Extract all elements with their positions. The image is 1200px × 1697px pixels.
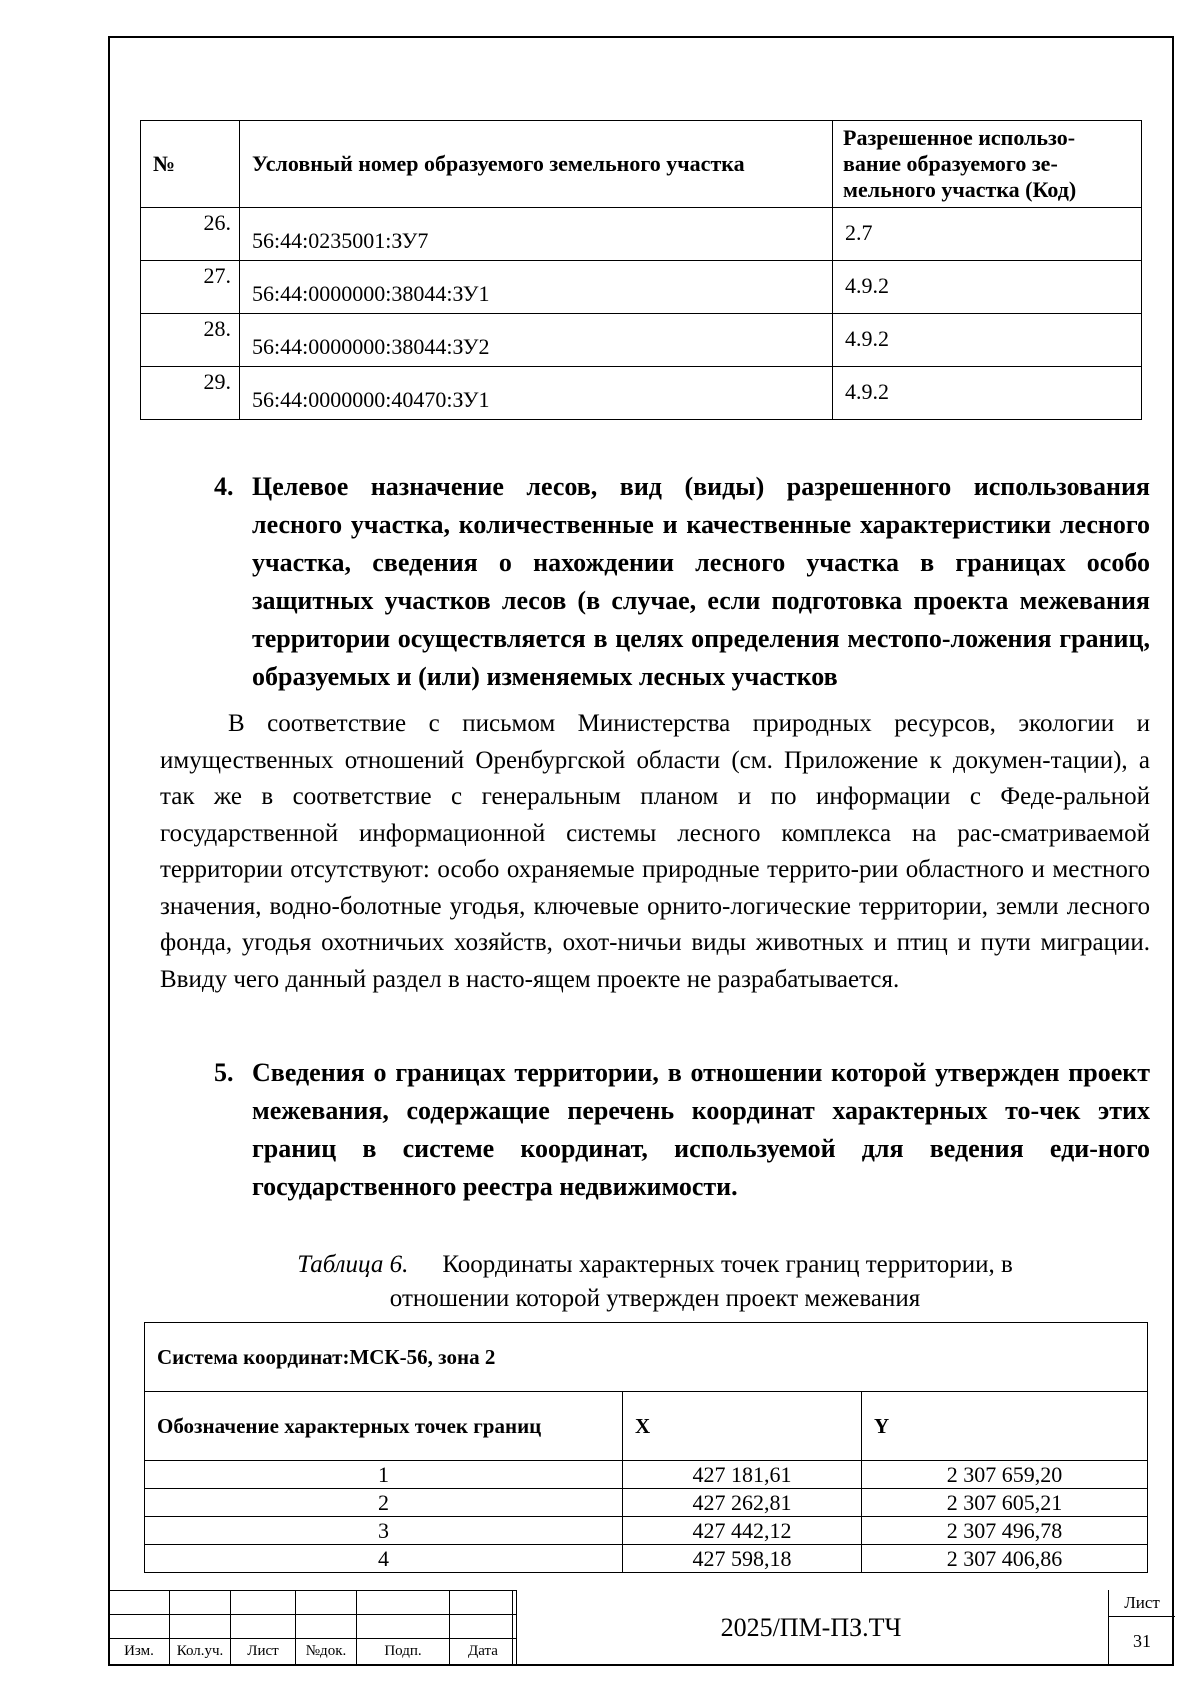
point-x: 427 181,61 <box>623 1461 862 1489</box>
table-row <box>141 314 1142 367</box>
col-header-y: Y <box>862 1392 1148 1461</box>
table-header-row <box>141 121 1142 208</box>
coordinates-table <box>144 1322 1148 1573</box>
section-5-title: Сведения о границах территории, в отношении которой утвержден проект межевания, содержащие перечень координат характерных то-чек этих границ в системе координат, используемой для ведения еди-ного государственного реестра недвижимости. <box>252 1058 1150 1201</box>
coordinate-system-row <box>145 1323 1148 1392</box>
point-y: 2 307 406,86 <box>862 1545 1148 1573</box>
col-header-x: X <box>623 1392 862 1461</box>
stamp-label-signature: Подп. <box>357 1639 450 1665</box>
table-row <box>141 367 1142 420</box>
stamp-label-date: Дата <box>450 1639 517 1665</box>
plot-number: 56:44:0000000:38044:ЗУ2 <box>240 314 833 367</box>
point-label: 2 <box>145 1489 623 1517</box>
section-4-number: 4. <box>214 472 234 501</box>
row-number: 29. <box>141 367 240 420</box>
row-number: 27. <box>141 261 240 314</box>
table-row <box>145 1545 1148 1573</box>
section-5-heading <box>214 1054 1150 1206</box>
table-row <box>141 261 1142 314</box>
caption-text-1: Координаты характерных точек границ территории, в <box>442 1251 1013 1278</box>
table-row <box>145 1461 1148 1489</box>
point-label: 1 <box>145 1461 623 1489</box>
caption-label: Таблица 6. <box>297 1251 409 1278</box>
table-6-caption <box>160 1248 1150 1316</box>
point-y: 2 307 659,20 <box>862 1461 1148 1489</box>
section-4-heading <box>214 468 1150 696</box>
table-row <box>145 1517 1148 1545</box>
point-x: 427 262,81 <box>623 1489 862 1517</box>
coordinate-system: Система координат:МСК-56, зона 2 <box>145 1323 1148 1392</box>
section-4-paragraph: В соответствие с письмом Министерства природных ресурсов, экологии и имущественных отношений Оренбургской области (см. Приложение к докумен-тации), а так же в соответствие с генеральным планом и по информации с Феде-ральной государственной информационной системы лесного комплекса на рас-сматриваемой территории отсутствуют: особо охраняемые природные террито-рии областного и местного значения, водно-болотные угодья, ключевые орнито-логические территории, земли лесного фонда, угодья охотничьих хозяйств, охот-ничьи виды животных и птиц и пути миграции. Ввиду чего данный раздел в насто-ящем проекте не разрабатывается. <box>160 710 1150 993</box>
permitted-use-code: 4.9.2 <box>833 367 1142 420</box>
land-plots-table <box>140 120 1142 420</box>
sheet-number: 31 <box>1133 1631 1151 1651</box>
revision-grid <box>108 1590 517 1665</box>
plot-number: 56:44:0000000:38044:ЗУ1 <box>240 261 833 314</box>
point-label: 3 <box>145 1517 623 1545</box>
stamp-label-sheet: Лист <box>231 1639 296 1665</box>
stamp-label-doc-number: №док. <box>296 1639 357 1665</box>
caption-text-2: отношении которой утвержден проект межевания <box>389 1285 921 1312</box>
permitted-use-code: 2.7 <box>833 208 1142 261</box>
point-x: 427 442,12 <box>623 1517 862 1545</box>
col-header-plot-number: Условный номер образуемого земельного участка <box>240 121 833 208</box>
permitted-use-code: 4.9.2 <box>833 314 1142 367</box>
section-5-number: 5. <box>214 1058 234 1087</box>
sheet-box <box>1108 1590 1175 1666</box>
permitted-use-code: 4.9.2 <box>833 261 1142 314</box>
table-row <box>145 1489 1148 1517</box>
col-header-permitted-use: Разрешенное использо-вание образуемого зе-мельного участка (Код) <box>833 121 1142 208</box>
table-row <box>141 208 1142 261</box>
row-number: 26. <box>141 208 240 261</box>
plot-number: 56:44:0000000:40470:ЗУ1 <box>240 367 833 420</box>
plot-number: 56:44:0235001:ЗУ7 <box>240 208 833 261</box>
point-x: 427 598,18 <box>623 1545 862 1573</box>
title-block <box>108 1590 1174 1666</box>
section-4-title: Целевое назначение лесов, вид (виды) разрешенного использования лесного участка, количественные и качественные характеристики лесного участка, сведения о нахождении лесного участка в границах особо защитных участков лесов (в случае, если подготовка проекта межевания территории осуществляется в целях определения местопо-ложения границ, образуемых и (или) изменяемых лесных участков <box>252 472 1150 691</box>
point-label: 4 <box>145 1545 623 1573</box>
sheet-label: Лист <box>1109 1590 1175 1617</box>
table-header-row <box>145 1392 1148 1461</box>
stamp-label-change: Изм. <box>109 1639 170 1665</box>
caption-line-1 <box>160 1248 1150 1282</box>
col-header-points: Обозначение характерных точек границ <box>145 1392 623 1461</box>
row-number: 28. <box>141 314 240 367</box>
col-header-no: № <box>141 121 240 208</box>
stamp-label-count: Кол.уч. <box>170 1639 231 1665</box>
point-y: 2 307 605,21 <box>862 1489 1148 1517</box>
document-code: 2025/ПМ-ПЗ.ТЧ <box>512 1590 1109 1666</box>
point-y: 2 307 496,78 <box>862 1517 1148 1545</box>
